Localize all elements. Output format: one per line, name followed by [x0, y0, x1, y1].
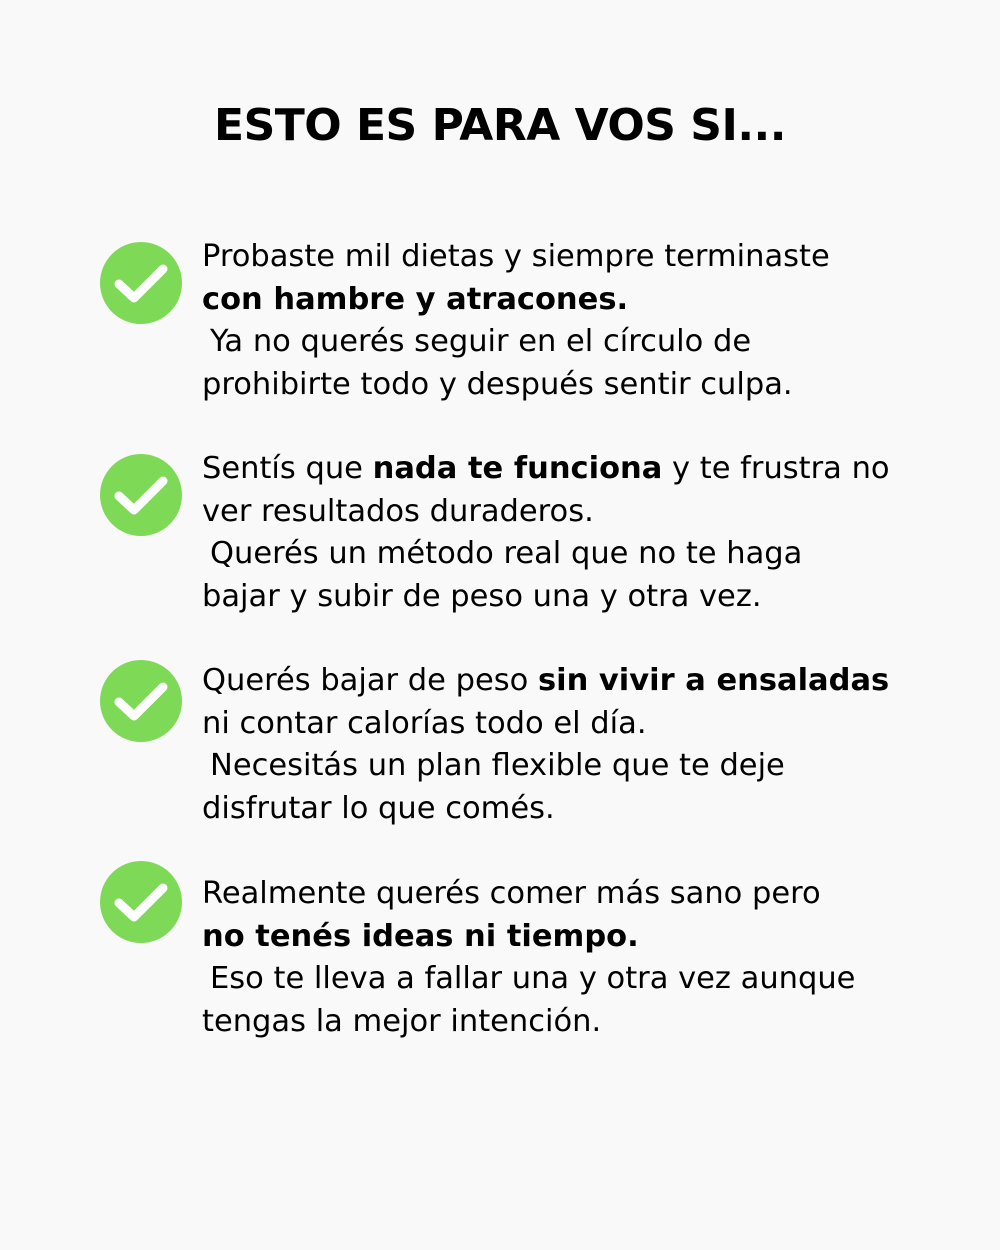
item-line: bajar y subir de peso una y otra vez. — [202, 578, 762, 614]
item-highlight: nada te funciona — [372, 451, 663, 486]
item-line: Necesitás un plan flexible que te deje — [210, 748, 785, 784]
check-circle-icon — [100, 660, 182, 742]
item-line: disfrutar lo que comés. — [202, 790, 555, 826]
item-line: Probaste mil dietas y siempre terminaste — [202, 239, 830, 274]
item-text — [202, 873, 922, 1043]
item-text — [202, 236, 922, 406]
item-line: ni contar calorías todo el día. — [202, 705, 647, 741]
item-highlight: con hambre y atracones. — [202, 281, 629, 317]
item-line: prohibirte todo y después sentir culpa. — [202, 366, 793, 402]
item-line — [202, 279, 922, 322]
page-title: ESTO ES PARA VOS SI... — [214, 100, 786, 151]
item-line: Eso te lleva a fallar una y otra vez aunque — [210, 961, 856, 997]
item-text — [202, 448, 922, 618]
item-line — [202, 916, 922, 959]
item-line: Querés un método real que no te haga — [210, 536, 803, 572]
item-line — [202, 660, 922, 703]
item-line: Realmente querés comer más sano pero — [202, 876, 821, 911]
item-line: Ya no querés seguir en el círculo de — [210, 324, 752, 360]
item-text-part: Querés bajar de peso — [202, 663, 538, 698]
item-line — [202, 448, 922, 491]
item-text-part: Sentís que — [202, 451, 373, 486]
item-line: ver resultados duraderos. — [202, 493, 594, 529]
check-circle-icon — [100, 861, 182, 943]
item-highlight: no tenés ideas ni tiempo. — [202, 918, 639, 954]
item-highlight: sin vivir a ensaladas — [537, 663, 890, 698]
check-circle-icon — [100, 454, 182, 536]
check-circle-icon — [100, 242, 182, 324]
item-text-part: y te frustra no — [662, 451, 890, 486]
item-text — [202, 660, 922, 830]
item-line: tengas la mejor intención. — [202, 1003, 602, 1039]
